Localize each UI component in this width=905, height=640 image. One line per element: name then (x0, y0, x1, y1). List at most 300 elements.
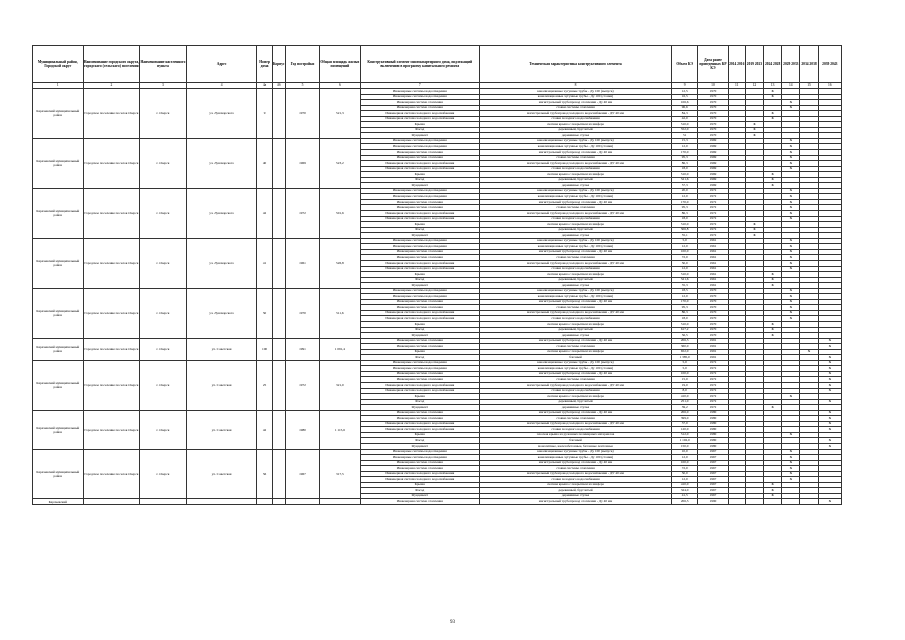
repair-mark: Х (818, 444, 841, 450)
volume-cell: 617,2 (672, 327, 698, 333)
volume-cell: 20,0 (672, 188, 698, 194)
settlement-cell: Городское поселение поселок Озерск (83, 89, 140, 139)
prev-repair-cell: 1972 (698, 366, 728, 372)
characteristic-cell: стояки системы отопления (479, 105, 671, 111)
element-cell: Инженерная система отопления (360, 155, 479, 161)
prev-repair-cell: 1970 (698, 111, 728, 117)
volume-cell: 5,0 (672, 238, 698, 244)
volume-cell: 86,3 (672, 211, 698, 217)
characteristic-cell: стояки холодного водоснабжения (479, 316, 671, 322)
characteristic-cell: деревянные стулья (479, 133, 671, 139)
settlement-cell: Городское поселение поселок Озерск (83, 188, 140, 238)
col-header-district: Муниципальный район, Городской округ (33, 46, 84, 83)
prev-repair-cell: 1980 (698, 410, 728, 416)
volume-cell: 95,3 (672, 205, 698, 211)
prev-repair-cell: 1990 (698, 499, 728, 505)
building-cell (272, 188, 285, 238)
repair-mark: Х (818, 366, 841, 372)
element-cell: Инженерная система холодного водоснабжения (360, 471, 479, 477)
locality-cell (140, 499, 187, 505)
repair-mark: Х (764, 111, 782, 117)
volume-cell: 86,3 (672, 161, 698, 167)
characteristic-cell: стояки системы отопления (479, 466, 671, 472)
volume-cell: 410,0 (672, 482, 698, 488)
element-cell: Инженерные системы водоотведения (360, 449, 479, 455)
volume-cell: 41,5 (672, 493, 698, 499)
prev-repair-cell: 1972 (698, 394, 728, 400)
element-cell: Инженерная система отопления (360, 299, 479, 305)
volume-cell: 510,0 (672, 272, 698, 278)
repair-mark: Х (782, 471, 800, 477)
district-cell: Карачевский муниципальный район (33, 338, 84, 360)
house-number-cell: 42 (257, 188, 272, 238)
prev-repair-cell: 1969 (698, 150, 728, 156)
volume-cell: 5,0 (672, 366, 698, 372)
repair-mark: Х (764, 482, 782, 488)
column-number: 11 (728, 83, 745, 89)
characteristic-cell: скатная крыша с покрытием из шифера (479, 321, 671, 327)
volume-cell: 18,0 (672, 316, 698, 322)
prev-repair-cell: 1980 (698, 416, 728, 422)
living-area-cell: 317,5 (320, 449, 360, 499)
locality-cell: г. Озерск (140, 238, 187, 288)
element-cell: Инженерная система холодного водоснабжения (360, 382, 479, 388)
prev-repair-cell: 1961 (698, 255, 728, 261)
repair-mark: Х (745, 222, 763, 228)
column-number: 10 (698, 83, 728, 89)
settlement-cell: Городское поселение поселок Озерск (83, 138, 140, 188)
characteristic-cell: скатная крыша с покрытием из шифера (479, 482, 671, 488)
characteristic-cell: деревянный, брусчатый (479, 227, 671, 233)
district-cell: Карачевский муниципальный район (33, 238, 84, 288)
prev-repair-cell: 1970 (698, 316, 728, 322)
characteristic-cell: стояки системы отопления (479, 344, 671, 350)
volume-cell: 16,5 (672, 94, 698, 100)
characteristic-cell: магистральный трубопровод отопления - Ду 40 мм (479, 150, 671, 156)
volume-cell: 37,0 (672, 421, 698, 427)
element-cell: Инженерная система холодного водоснабжения (360, 211, 479, 217)
volume-cell: 506,8 (672, 227, 698, 233)
col-header-volume: Объем КЭ (672, 46, 698, 83)
element-cell: Инженерная система холодного водоснабжения (360, 388, 479, 394)
element-cell: Инженерные системы водоотведения (360, 188, 479, 194)
element-cell: Инженерные системы водоотведения (360, 89, 479, 95)
col-header-house: Номер дома (257, 46, 272, 83)
volume-cell: 35,3 (672, 283, 698, 289)
col-header-element: Конструктивный элемент многоквартирного дома, подлежащий включению в программу капитального ремонта (360, 46, 479, 83)
address-cell: ул. Советская (186, 360, 257, 410)
column-number: 4а (257, 83, 272, 89)
characteristic-cell: стояки холодного водоснабжения (479, 216, 671, 222)
element-cell: Инженерная система отопления (360, 416, 479, 422)
table-header-row (33, 46, 842, 83)
prev-repair-cell: 1969 (698, 172, 728, 178)
element-cell: Фасад (360, 127, 479, 133)
repair-mark: Х (764, 272, 782, 278)
col-header-building: Корпус (272, 46, 285, 83)
characteristic-cell: стояки холодного водоснабжения (479, 266, 671, 272)
volume-cell: 324,0 (672, 488, 698, 494)
house-number-cell: 56 (257, 449, 272, 499)
prev-repair-cell: 1969 (698, 166, 728, 172)
characteristic-cell: магистральный трубопровод отопления - Ду 40 мм (479, 100, 671, 106)
element-cell: Инженерная система отопления (360, 344, 479, 350)
volume-cell: 57,3 (672, 183, 698, 189)
building-cell (272, 89, 285, 139)
volume-cell: 18,0 (672, 216, 698, 222)
year-built-cell (285, 499, 319, 505)
prev-repair-cell: 1967 (698, 488, 728, 494)
building-cell (272, 288, 285, 338)
characteristic-cell: плоская крыша из рулонных полимерных материалов (479, 432, 671, 438)
repair-mark: Х (782, 211, 800, 217)
repair-mark: Х (782, 394, 800, 400)
prev-repair-cell: 1972 (698, 216, 728, 222)
characteristic-cell: деревянный, брусчатый (479, 177, 671, 183)
volume-cell: 12,5 (672, 89, 698, 95)
repair-mark: Х (818, 377, 841, 383)
element-cell: Фасад (360, 177, 479, 183)
repair-mark: Х (818, 499, 841, 505)
col-header-2019-2023: 2019 2023 (745, 46, 763, 83)
district-cell: Карачевский муниципальный район (33, 410, 84, 449)
characteristic-cell: канализационные чугунные трубы - Ду 100 (стояки) (479, 294, 671, 300)
district-cell: Карачевский муниципальный район (33, 138, 84, 188)
characteristic-cell: магистральный трубопровод отопления - Ду 40 мм (479, 371, 671, 377)
element-cell: Инженерные системы водоотведения (360, 360, 479, 366)
repair-mark: Х (782, 477, 800, 483)
volume-cell: 510,0 (672, 122, 698, 128)
element-cell: Инженерные системы водоотведения (360, 238, 479, 244)
column-number: 1 (33, 83, 84, 89)
repair-mark: Х (782, 449, 800, 455)
prev-repair-cell: 1980 (698, 444, 728, 450)
characteristic-cell: стояки системы отопления (479, 416, 671, 422)
year-built-cell: 1972 (285, 360, 319, 410)
volume-cell: 12,0 (672, 294, 698, 300)
characteristic-cell: стояки системы отопления (479, 255, 671, 261)
element-cell: Инженерная система холодного водоснабжения (360, 421, 479, 427)
volume-cell: 170,0 (672, 199, 698, 205)
element-cell: Инженерная система холодного водоснабжения (360, 161, 479, 167)
building-cell (272, 138, 285, 188)
volume-cell: 410,0 (672, 394, 698, 400)
settlement-cell: Городское поселение поселок Озерск (83, 288, 140, 338)
prev-repair-cell: 1970 (698, 327, 728, 333)
element-cell: Инженерные системы водоотведения (360, 455, 479, 461)
element-cell: Инженерная система холодного водоснабжения (360, 266, 479, 272)
characteristic-cell: скатная крыша с покрытием из шифера (479, 349, 671, 355)
house-number-cell (257, 499, 272, 505)
element-cell: Инженерная система отопления (360, 305, 479, 311)
living-area-cell: 526,8 (320, 238, 360, 288)
volume-cell: 95,3 (672, 155, 698, 161)
element-cell: Инженерная система отопления (360, 100, 479, 106)
col-header-2029-2033: 2029 2033 (782, 46, 800, 83)
characteristic-cell: канализационные чугунные трубы - Ду 100 (стояки) (479, 144, 671, 150)
volume-cell: 95,3 (672, 305, 698, 311)
characteristic-cell: деревянный, брусчатый (479, 488, 671, 494)
repair-mark: Х (818, 360, 841, 366)
repair-mark: Х (782, 266, 800, 272)
repair-mark: Х (818, 388, 841, 394)
element-cell: Инженерная система отопления (360, 410, 479, 416)
volume-cell: 521,6 (672, 277, 698, 283)
characteristic-cell: магистральный трубопровод отопления - Ду 40 мм (479, 499, 671, 505)
address-cell: ул. Луначарского (186, 238, 257, 288)
house-number-cell: 25 (257, 360, 272, 410)
repair-mark: Х (818, 371, 841, 377)
col-11-cell (728, 499, 745, 505)
repair-mark: Х (782, 260, 800, 266)
repair-mark: Х (764, 177, 782, 183)
prev-repair-cell: 1970 (698, 89, 728, 95)
characteristic-cell: деревянные стулья (479, 233, 671, 239)
building-cell (272, 499, 285, 505)
locality-cell: г. Озерск (140, 89, 187, 139)
prev-repair-cell: 1967 (698, 460, 728, 466)
repair-mark: Х (782, 288, 800, 294)
volume-cell: 12,0 (672, 455, 698, 461)
characteristic-cell: канализационные чугунные трубы - Ду 100 (выпуск) (479, 89, 671, 95)
prev-repair-cell: 1969 (698, 155, 728, 161)
element-cell: Инженерная система холодного водоснабжения (360, 260, 479, 266)
element-cell: Крыша (360, 172, 479, 178)
col-header-settlement: Наименование городского округа, городского (сельского) поселения (83, 46, 140, 83)
volume-cell: 84,3 (672, 111, 698, 117)
prev-repair-cell: 1970 (698, 305, 728, 311)
prev-repair-cell: 1970 (698, 321, 728, 327)
locality-cell: г. Озерск (140, 410, 187, 449)
district-cell: Карачевский (33, 499, 84, 505)
volume-cell: 106,6 (672, 100, 698, 106)
repair-mark: Х (782, 166, 800, 172)
volume-cell: 512,0 (672, 432, 698, 438)
characteristic-cell: блочный (479, 438, 671, 444)
element-cell: Инженерная система холодного водоснабжения (360, 427, 479, 433)
characteristic-cell: стояки холодного водоснабжения (479, 427, 671, 433)
repair-mark: Х (764, 488, 782, 494)
characteristic-cell: канализационные чугунные трубы - Ду 100 (стояки) (479, 94, 671, 100)
living-area-cell: 321,0 (320, 360, 360, 410)
prev-repair-cell: 1969 (698, 144, 728, 150)
element-cell: Инженерные системы водоотведения (360, 138, 479, 144)
volume-cell: 360,0 (672, 344, 698, 350)
repair-mark: Х (782, 238, 800, 244)
col-header-year: Год постройки (285, 46, 319, 83)
living-area-cell: 501,6 (320, 188, 360, 238)
element-cell: Крыша (360, 272, 479, 278)
volume-cell: 120,0 (672, 427, 698, 433)
repair-mark: Х (782, 144, 800, 150)
repair-mark: Х (782, 299, 800, 305)
prev-repair-cell: 1961 (698, 283, 728, 289)
characteristic-cell: канализационные чугунные трубы - Ду 100 (выпуск) (479, 449, 671, 455)
element-cell: Инженерная система отопления (360, 205, 479, 211)
volume-cell: 170,0 (672, 299, 698, 305)
living-area-cell: 521,3 (320, 89, 360, 139)
living-area-cell: 1 115,6 (320, 410, 360, 449)
characteristic-cell: деревянные стулья (479, 183, 671, 189)
characteristic-cell: деревянные стулья (479, 283, 671, 289)
prev-repair-cell: 1972 (698, 371, 728, 377)
prev-repair-cell: 1970 (698, 310, 728, 316)
district-cell: Карачевский муниципальный район (33, 288, 84, 338)
repair-mark: Х (818, 416, 841, 422)
characteristic-cell: скатная крыша с покрытием из шифера (479, 272, 671, 278)
prev-repair-cell: 1972 (698, 399, 728, 405)
locality-cell: г. Озерск (140, 449, 187, 499)
element-cell: Фундамент (360, 233, 479, 239)
repair-mark: Х (782, 216, 800, 222)
repair-mark: Х (782, 150, 800, 156)
element-cell: Фундамент (360, 333, 479, 339)
volume-cell: 56,5 (672, 333, 698, 339)
characteristic-cell: деревянный, брусчатый (479, 277, 671, 283)
column-number: 15 (800, 83, 818, 89)
prev-repair-cell: 1961 (698, 260, 728, 266)
repair-mark: Х (782, 100, 800, 106)
volume-cell: 19,0 (672, 382, 698, 388)
volume-cell: 18,0 (672, 166, 698, 172)
repair-mark: Х (818, 382, 841, 388)
volume-cell: 150,0 (672, 444, 698, 450)
prev-repair-cell: 1961 (698, 238, 728, 244)
locality-cell: г. Озерск (140, 360, 187, 410)
col-header-prev-repair: Дата ранее проведенных КР КЭ (698, 46, 728, 83)
characteristic-cell: канализационные чугунные трубы - Ду 100 (выпуск) (479, 288, 671, 294)
repair-mark: Х (745, 233, 763, 239)
repair-mark: Х (764, 493, 782, 499)
year-built-cell: 1967 (285, 449, 319, 499)
prev-repair-cell: 1972 (698, 360, 728, 366)
volume-cell: 12,0 (672, 266, 698, 272)
characteristic-cell: канализационные чугунные трубы - Ду 100 (выпуск) (479, 138, 671, 144)
repair-mark: Х (764, 94, 782, 100)
volume-cell: 39,2 (672, 405, 698, 411)
element-cell: Фасад (360, 355, 479, 361)
col-header-2039-2043: 2039 2043 (818, 46, 841, 83)
volume-cell: 15,3 (672, 138, 698, 144)
repair-mark: Х (764, 321, 782, 327)
repair-mark: Х (764, 327, 782, 333)
prev-repair-cell: 1970 (698, 122, 728, 128)
prev-repair-cell: 1980 (698, 432, 728, 438)
characteristic-cell: канализационные чугунные трубы - Ду 100 (стояки) (479, 194, 671, 200)
column-number: 4 (186, 83, 257, 89)
element-cell: Инженерная система отопления (360, 499, 479, 505)
volume-cell: 1 102,0 (672, 438, 698, 444)
settlement-cell: Городское поселение поселок Озерск (83, 410, 140, 449)
settlement-cell: Городское поселение поселок Озерск (83, 449, 140, 499)
volume-cell: 170,0 (672, 150, 698, 156)
repair-mark: Х (745, 133, 763, 139)
locality-cell: г. Озерск (140, 288, 187, 338)
characteristic-cell: деревянные стулья (479, 493, 671, 499)
element-cell: Инженерная система холодного водоснабжения (360, 216, 479, 222)
characteristic-cell: скатная крыша с покрытием из шифера (479, 394, 671, 400)
repair-mark: Х (782, 294, 800, 300)
volume-cell: 42,0 (672, 116, 698, 122)
characteristic-cell: деревянные стулья (479, 333, 671, 339)
prev-repair-cell: 1969 (698, 183, 728, 189)
col-header-area: Общая площадь жилых помещений (320, 46, 360, 83)
repair-mark: Х (818, 338, 841, 344)
element-cell: Инженерная система отопления (360, 371, 479, 377)
house-number-cell: 40 (257, 138, 272, 188)
prev-repair-cell: 1970 (698, 105, 728, 111)
prev-repair-cell: 1972 (698, 194, 728, 200)
volume-cell: 12,0 (672, 194, 698, 200)
element-cell: Инженерные системы водоотведения (360, 144, 479, 150)
prev-repair-cell: 1970 (698, 299, 728, 305)
prev-repair-cell: 1972 (698, 222, 728, 228)
column-number: 5 (285, 83, 319, 89)
prev-repair-cell: 1972 (698, 382, 728, 388)
prev-repair-cell: 1961 (698, 249, 728, 255)
living-area-cell: 511,6 (320, 288, 360, 338)
prev-repair-cell: 1970 (698, 133, 728, 139)
element-cell: Фундамент (360, 405, 479, 411)
repair-mark: Х (745, 122, 763, 128)
characteristic-cell: магистральный трубопровод холодного водоснабжения - ДУ 40 мм (479, 260, 671, 266)
element-cell: Фасад (360, 438, 479, 444)
element-cell: Инженерная система отопления (360, 150, 479, 156)
characteristic-cell: скатная крыша с покрытием из шифера (479, 122, 671, 128)
house-number-cell: 100 (257, 338, 272, 360)
repair-mark: Х (800, 349, 818, 355)
volume-cell: 18,5 (672, 288, 698, 294)
element-cell: Инженерные системы водоотведения (360, 288, 479, 294)
repair-mark: Х (818, 427, 841, 433)
repair-mark: Х (782, 255, 800, 261)
repair-mark: Х (782, 466, 800, 472)
prev-repair-cell: 1961 (698, 272, 728, 278)
repair-mark: Х (782, 188, 800, 194)
prev-repair-cell: 1972 (698, 188, 728, 194)
element-cell: Инженерная система отопления (360, 338, 479, 344)
volume-cell: 100,0 (672, 460, 698, 466)
col-header-locality: Наименование населенного пункта (140, 46, 187, 83)
volume-cell: 552,0 (672, 127, 698, 133)
characteristic-cell: деревянные стулья (479, 405, 671, 411)
characteristic-cell: скатная крыша с покрытием из шифера (479, 222, 671, 228)
repair-mark: Х (782, 205, 800, 211)
characteristic-cell: магистральный трубопровод холодного водоснабжения - ДУ 40 мм (479, 161, 671, 167)
column-number: 8 (479, 83, 671, 89)
repair-mark: Х (782, 305, 800, 311)
element-cell: Крыша (360, 432, 479, 438)
prev-repair-cell: 1969 (698, 138, 728, 144)
house-number-cell: 9 (257, 89, 272, 139)
volume-cell: 8,0 (672, 388, 698, 394)
repair-mark: Х (782, 249, 800, 255)
repair-mark: Х (782, 138, 800, 144)
characteristic-cell: стояки системы отопления (479, 155, 671, 161)
address-cell: ул. Луначарского (186, 89, 257, 139)
volume-cell: 55,1 (672, 233, 698, 239)
characteristic-cell: канализационные чугунные трубы - Ду 100 (выпуск) (479, 188, 671, 194)
building-cell (272, 449, 285, 499)
col-header-address: Адрес (186, 46, 257, 83)
element-cell: Инженерные системы водоотведения (360, 366, 479, 372)
element-cell: Фундамент (360, 493, 479, 499)
characteristic-cell: скатная крыша с покрытием из шифера (479, 172, 671, 178)
volume-cell: 12,0 (672, 477, 698, 483)
prev-repair-cell: 1972 (698, 227, 728, 233)
district-cell: Карачевский муниципальный район (33, 89, 84, 139)
volume-cell: 206,3 (672, 499, 698, 505)
